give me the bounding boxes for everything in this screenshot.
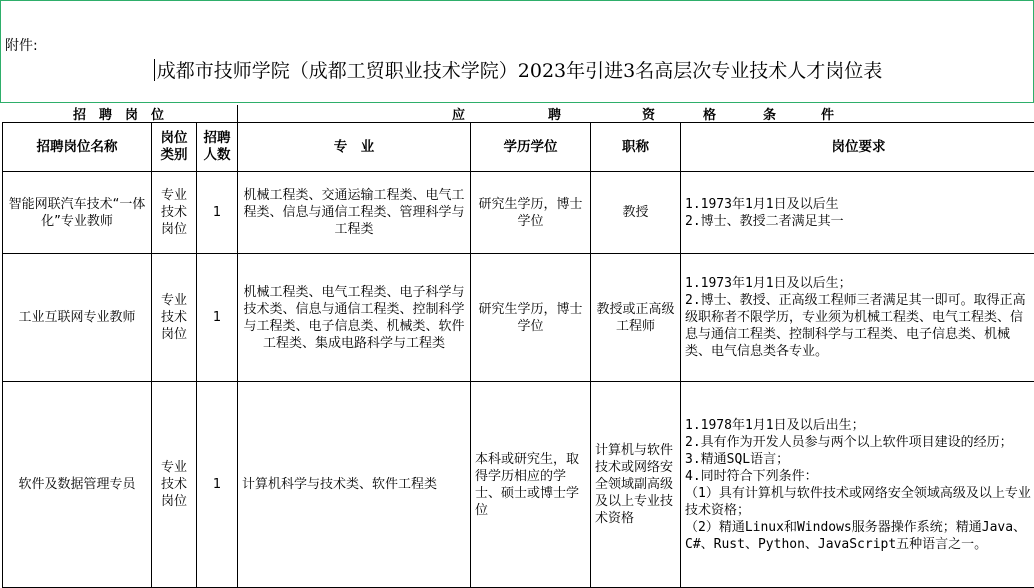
cell-major[interactable]: 机械工程类、电气工程类、电子科学与技术类、信息与通信工程类、控制科学与工程类、电子信息类、机械类、软件工程类、集成电路科学与工程类 (238, 254, 471, 382)
col-header-title[interactable]: 职称 (591, 123, 681, 172)
col-header-major[interactable]: 专 业 (238, 123, 471, 172)
col-header-count[interactable]: 招聘人数 (197, 123, 238, 172)
cell-title[interactable]: 教授 (591, 172, 681, 254)
band-char: 件 (821, 104, 834, 123)
col-header-requirements[interactable]: 岗位要求 (681, 123, 1034, 172)
table-row (3, 172, 1034, 254)
cell-degree[interactable]: 研究生学历，博士学位 (471, 172, 591, 254)
table-header-row (3, 123, 1034, 172)
band-char: 条 (763, 104, 776, 123)
cell-major[interactable]: 计算机科学与技术类、软件工程类 (238, 382, 471, 588)
cell-category[interactable]: 专业技术岗位 (152, 382, 197, 588)
requirement-line: 1.1973年1月1日及以后生； (685, 275, 1032, 292)
attachment-label: 附件: (5, 35, 38, 55)
requirement-line: 4.同时符合下列条件： (685, 468, 1032, 485)
cell-category[interactable]: 专业技术岗位 (152, 254, 197, 382)
band-left-label: 招 聘 岗 位 (73, 104, 164, 123)
sheet-header (0, 0, 1034, 103)
col-header-degree[interactable]: 学历学位 (471, 123, 591, 172)
band-qualification (238, 105, 1034, 122)
document-title-text: 成都市技师学院（成都工贸职业技术学院）2023年引进3名高层次专业技术人才岗位表 (157, 60, 882, 82)
cell-name[interactable]: 工业互联网专业教师 (3, 254, 152, 382)
table-row (3, 382, 1034, 588)
cell-category[interactable]: 专业技术岗位 (152, 172, 197, 254)
cell-count[interactable]: 1 (197, 382, 238, 588)
band-char: 格 (703, 104, 716, 123)
cell-count[interactable]: 1 (197, 254, 238, 382)
band-char: 聘 (548, 104, 561, 123)
cell-degree[interactable]: 本科或研究生，取得学历相应的学士、硕士或博士学位 (471, 382, 591, 588)
table-row (3, 254, 1034, 382)
band-recruit-position (0, 105, 238, 122)
col-header-category[interactable]: 岗位类别 (152, 123, 197, 172)
cell-major[interactable]: 机械工程类、交通运输工程类、电气工程类、信息与通信工程类、管理科学与工程类 (238, 172, 471, 254)
positions-table (2, 122, 1034, 588)
requirement-line: 2.具有作为开发人员参与两个以上软件项目建设的经历； (685, 434, 1032, 451)
text-cursor (154, 59, 155, 81)
requirement-line: 3.精通SQL语言； (685, 451, 1032, 468)
cell-requirements[interactable] (681, 254, 1034, 382)
requirement-line: 2.博士、教授二者满足其一 (685, 213, 1032, 230)
cell-count[interactable]: 1 (197, 172, 238, 254)
band-char: 资 (642, 104, 655, 123)
cell-requirements[interactable] (681, 382, 1034, 588)
col-header-name[interactable]: 招聘岗位名称 (3, 123, 152, 172)
requirement-line: （1）具有计算机与软件技术或网络安全领域高级及以上专业技术资格； (685, 485, 1032, 519)
requirement-line: 2.博士、教授、正高级工程师三者满足其一即可。取得正高级职称者不限学历，专业须为机械工程类、电气工程类、信息与通信工程类、控制科学与工程类、电子信息类、机械类、电气信息类各专业。 (685, 292, 1032, 360)
cell-name[interactable]: 软件及数据管理专员 (3, 382, 152, 588)
cell-title[interactable]: 教授或正高级工程师 (591, 254, 681, 382)
cell-title[interactable]: 计算机与软件技术或网络安全领域副高级及以上专业技术资格 (591, 382, 681, 588)
document-title[interactable] (1, 56, 1034, 83)
cell-requirements[interactable] (681, 172, 1034, 254)
requirement-line: 1.1973年1月1日及以后生 (685, 196, 1032, 213)
band-char: 应 (452, 104, 465, 123)
requirement-line: （2）精通Linux和Windows服务器操作系统；精通Java、C#、Rust、Python、JavaScript五种语言之一。 (685, 519, 1032, 553)
cell-name[interactable]: 智能网联汽车技术“一体化”专业教师 (3, 172, 152, 254)
requirement-line: 1.1978年1月1日及以后出生； (685, 417, 1032, 434)
cell-degree[interactable]: 研究生学历，博士学位 (471, 254, 591, 382)
